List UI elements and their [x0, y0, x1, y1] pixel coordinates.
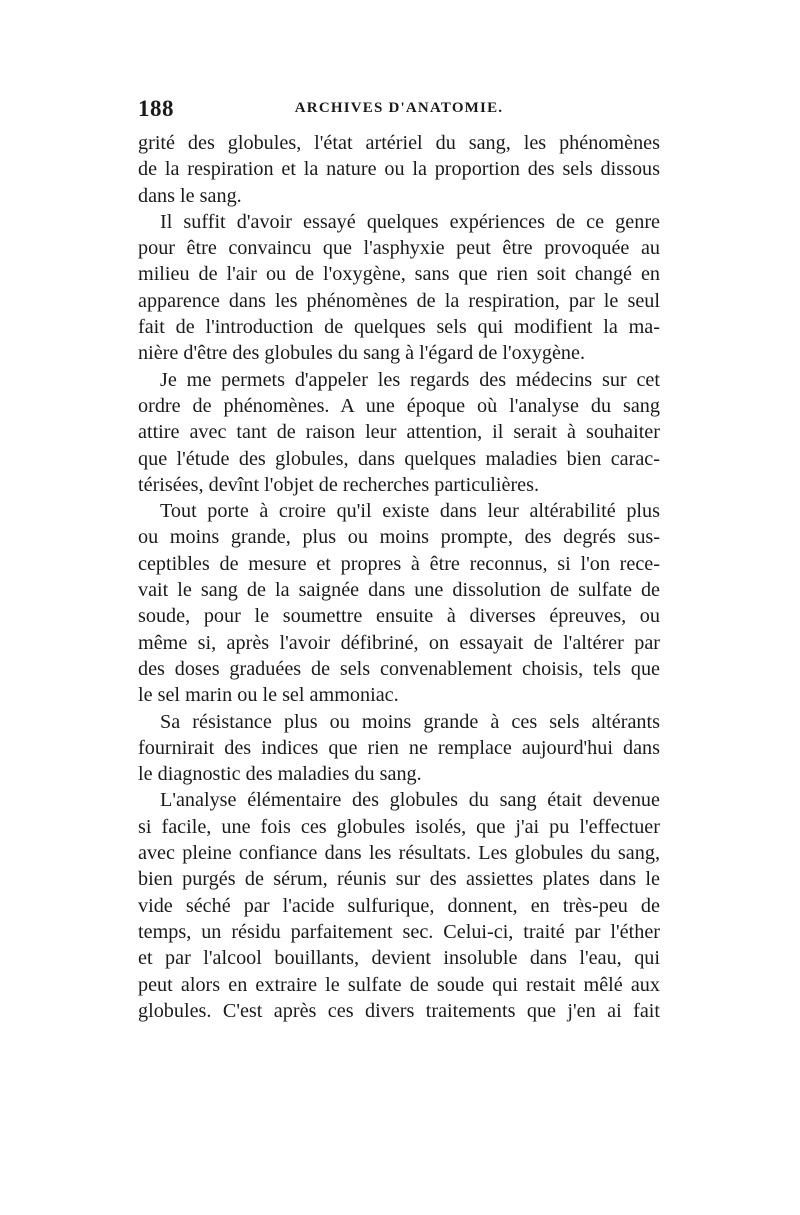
- text-line: ordre de phénomènes. A une époque où l'analyse du sang: [138, 394, 660, 417]
- text-line: vait le sang de la saignée dans une dissolution de sulfate de: [138, 579, 660, 602]
- page-header: [138, 96, 660, 122]
- text-line: attire avec tant de raison leur attention, il serait à souhaiter: [138, 421, 660, 444]
- text-line: Tout porte à croire qu'il existe dans leur altérabilité plus: [160, 500, 660, 523]
- paragraph: [138, 498, 660, 708]
- text-line: grité des globules, l'état artériel du sang, les phénomènes: [138, 132, 660, 154]
- text-line: apparence dans les phénomènes de la respiration, par le seul: [138, 289, 660, 312]
- body-text: [138, 130, 660, 1024]
- text-line: dans le sang.: [138, 184, 242, 207]
- text-line: que l'étude des globules, dans quelques maladies bien carac-: [138, 447, 660, 470]
- paragraph: [138, 209, 660, 367]
- text-line: peut alors en extraire le sulfate de soude qui restait mêlé aux: [138, 973, 660, 996]
- text-line: fait de l'introduction de quelques sels qui modifient la ma-: [138, 316, 660, 339]
- text-line: vide séché par l'acide sulfurique, donnent, en très-peu de: [138, 894, 660, 917]
- text-line: Je me permets d'appeler les regards des médecins sur cet: [160, 368, 660, 391]
- text-line: ou moins grande, plus ou moins prompte, des degrés sus-: [138, 526, 660, 549]
- paragraph: [138, 787, 660, 1024]
- text-line: ceptibles de mesure et propres à être reconnus, si l'on rece-: [138, 552, 660, 575]
- text-line: soude, pour le soumettre ensuite à diverses épreuves, ou: [138, 605, 660, 628]
- text-line: milieu de l'air ou de l'oxygène, sans que rien soit changé en: [138, 263, 660, 286]
- text-line: des doses graduées de sels convenablement choisis, tels que: [138, 657, 660, 680]
- running-title: ARCHIVES D'ANATOMIE.: [294, 100, 504, 116]
- paragraph: [138, 709, 660, 788]
- text-line: même si, après l'avoir défibriné, on essayait de l'altérer par: [138, 631, 660, 654]
- page-number: 188: [138, 96, 174, 121]
- text-line: le sel marin ou le sel ammoniac.: [138, 684, 399, 707]
- paragraph: [138, 130, 660, 209]
- text-line: L'analyse élémentaire des globules du sang était devenue: [160, 789, 660, 812]
- text-line: pour être convaincu que l'asphyxie peut être provoquée au: [138, 237, 660, 260]
- paragraph: [138, 367, 660, 498]
- text-line: de la respiration et la nature ou la proportion des sels dissous: [138, 158, 660, 181]
- text-line: térisées, devînt l'objet de recherches particulières.: [138, 473, 540, 496]
- text-line: nière d'être des globules du sang à l'égard de l'oxygène.: [138, 342, 586, 365]
- text-line: bien purgés de sérum, réunis sur des assiettes plates dans le: [138, 868, 660, 891]
- text-line: Il suffit d'avoir essayé quelques expériences de ce genre: [160, 210, 660, 233]
- text-line: globules. C'est après ces divers traitements que j'en ai fait: [138, 999, 660, 1022]
- text-line: fournirait des indices que rien ne remplace aujourd'hui dans: [138, 736, 660, 759]
- text-line: temps, un résidu parfaitement sec. Celui-ci, traité par l'éther: [138, 920, 660, 943]
- text-line: Sa résistance plus ou moins grande à ces sels altérants: [160, 710, 660, 733]
- text-line: le diagnostic des maladies du sang.: [138, 763, 422, 786]
- text-line: si facile, une fois ces globules isolés, que j'ai pu l'effectuer: [138, 815, 660, 838]
- text-line: avec pleine confiance dans les résultats. Les globules du sang,: [138, 842, 660, 865]
- text-line: et par l'alcool bouillants, devient insoluble dans l'eau, qui: [138, 947, 660, 970]
